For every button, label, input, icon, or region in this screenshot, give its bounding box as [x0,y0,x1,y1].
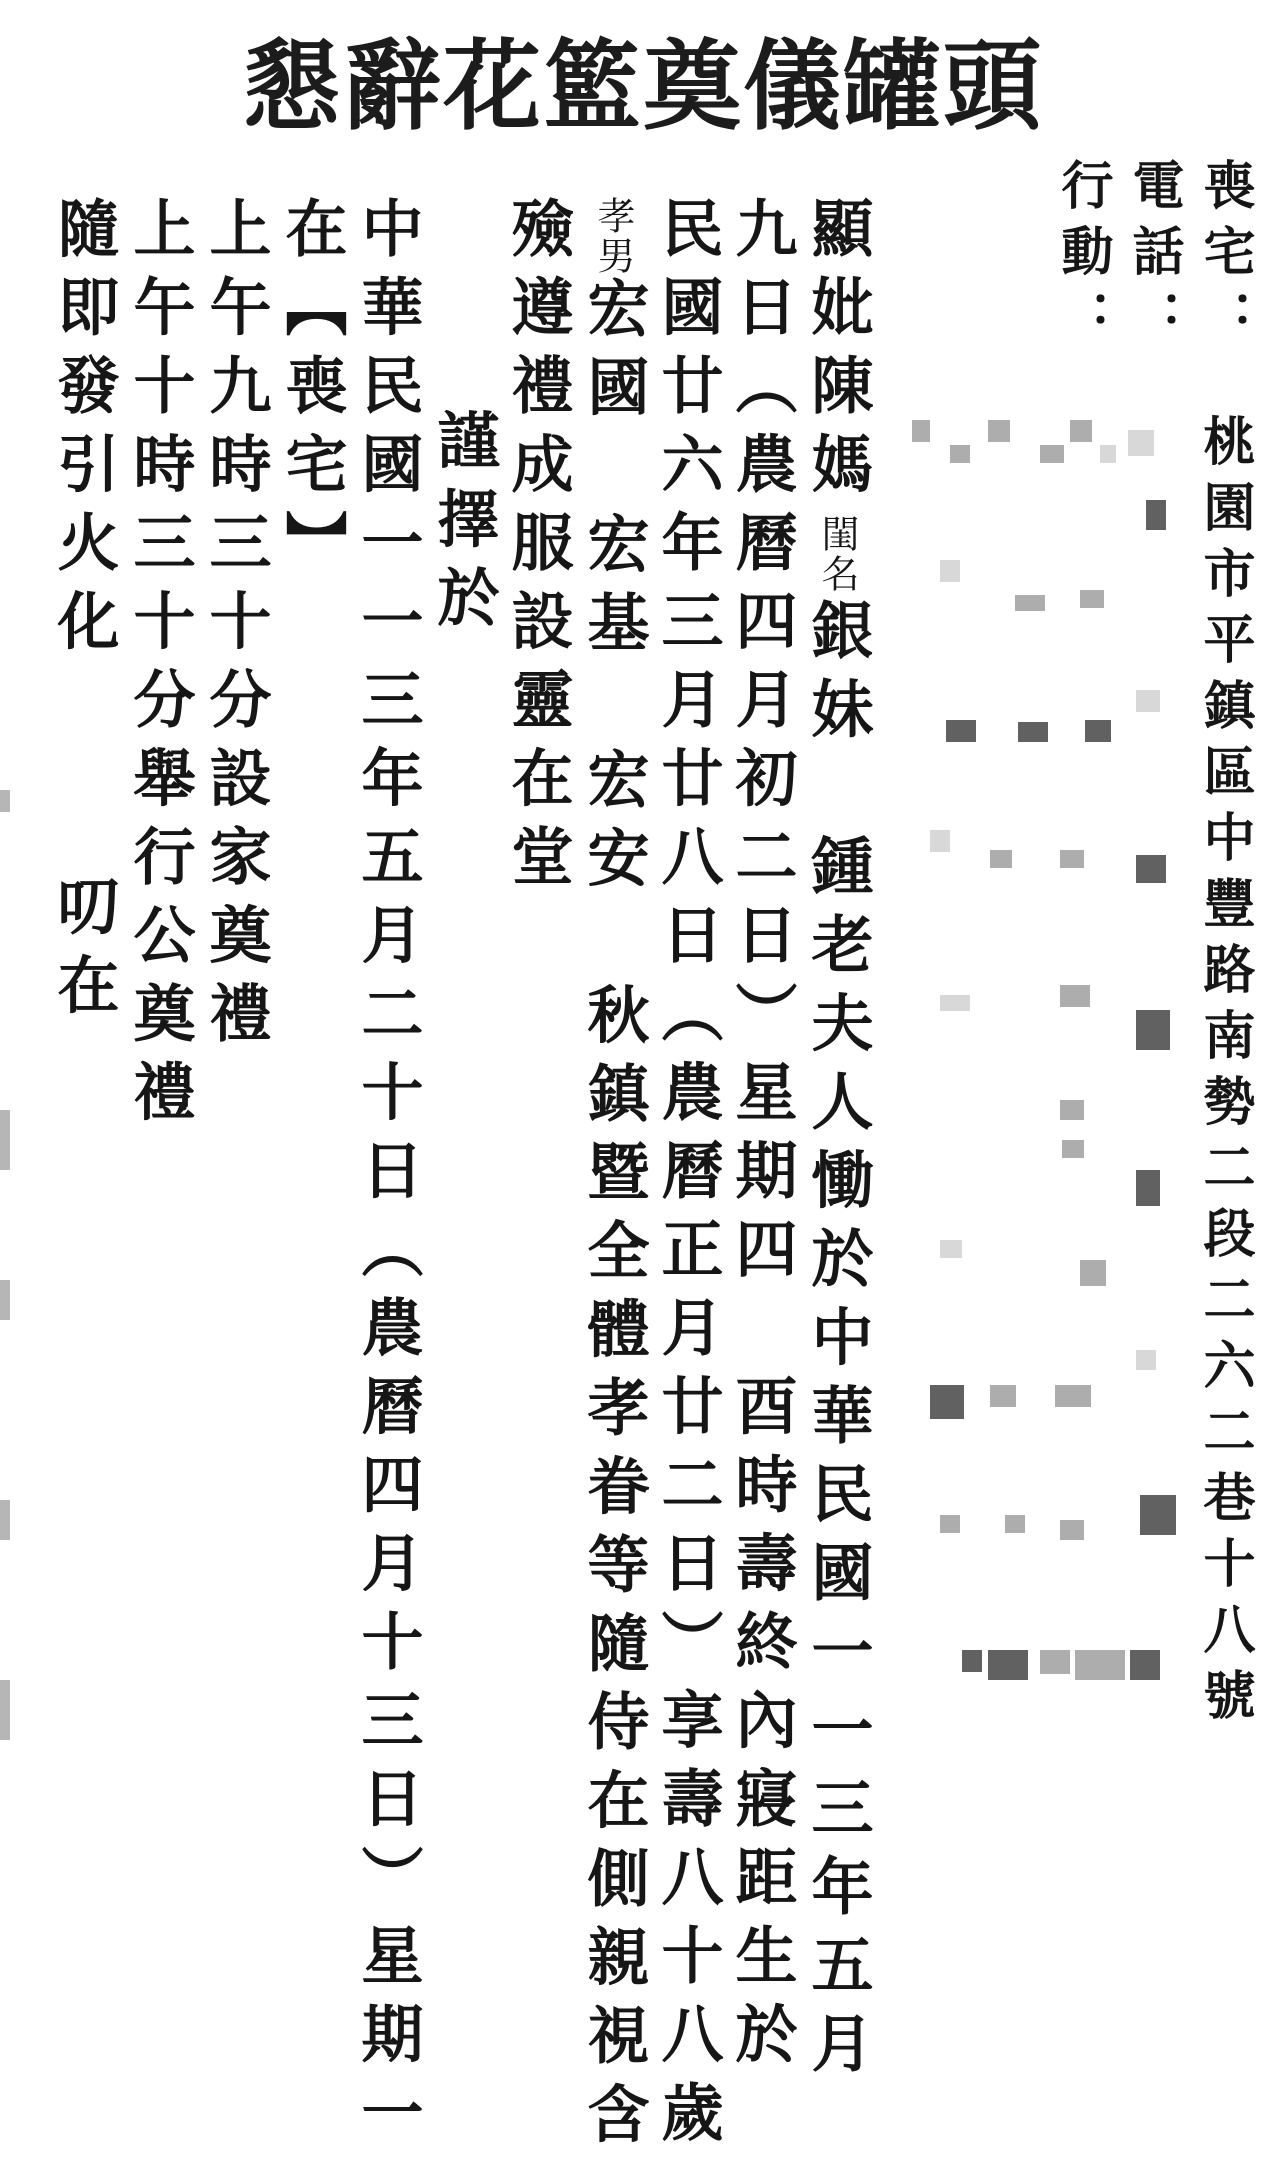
schedule-date-column [351,196,424,2159]
address-column [1194,158,1255,1734]
cremation-text: 隨即發引火化 [47,196,120,667]
family-rite-text: 上午九時三十分設家奠禮 [199,196,272,1060]
phone-label: 電話： [1123,158,1184,356]
page-title: 懇辭花籃奠儀罐頭 [242,30,1043,144]
address-label: 喪宅： [1194,158,1255,356]
public-rite-text: 上午十時三十分舉行公奠禮 [123,196,196,1138]
birth-date-text: 民國廿六年三月廿八日（農曆正月廿二日）享壽八十八歲 [651,196,724,2159]
select-date-text: 謹擇於 [427,408,500,644]
schedule-public-rite-column [123,196,196,1138]
maiden-name-label: 閨名 [815,514,859,594]
family-members-text: 宏國 宏基 宏安 秋鎮暨全體孝眷等隨侍在側親視含 [577,276,650,2160]
closing-column [47,874,120,1031]
address-value: 桃園市平鎮區中豐路南勢二段二六二巷十八號 [1194,414,1255,1734]
obituary-column-1 [801,196,874,2090]
funeral-date-text: 中華民國一一三年五月二十日（農曆四月十三日）星期一 [351,196,424,2159]
mobile-column [1052,158,1113,356]
mobile-label: 行動： [1052,158,1113,356]
obituary-column-3 [651,196,724,2159]
phone-column [1123,158,1184,356]
deceased-title: 顯妣陳媽 [801,196,874,510]
death-announcement: 銀妹 鍾老夫人慟於中華民國一一三年五月 [801,598,874,2090]
schedule-select-column [427,408,500,644]
schedule-location-column [275,196,348,589]
obituary-column-4 [577,196,650,2160]
schedule-family-rite-column [199,196,272,1060]
funeral-location-text: 在【喪宅】 [275,196,348,589]
obituary-column-2 [725,196,798,2080]
obituary-column-5 [501,196,574,903]
mourning-text: 殮遵禮成服設靈在堂 [501,196,574,903]
death-date-text: 九日（農曆四月初二日）星期四 酉時壽終內寢距生於 [725,196,798,2080]
schedule-cremation-column [47,196,120,667]
closing-text: 叨在 [47,874,120,1031]
filial-sons-label: 孝男 [591,196,635,276]
